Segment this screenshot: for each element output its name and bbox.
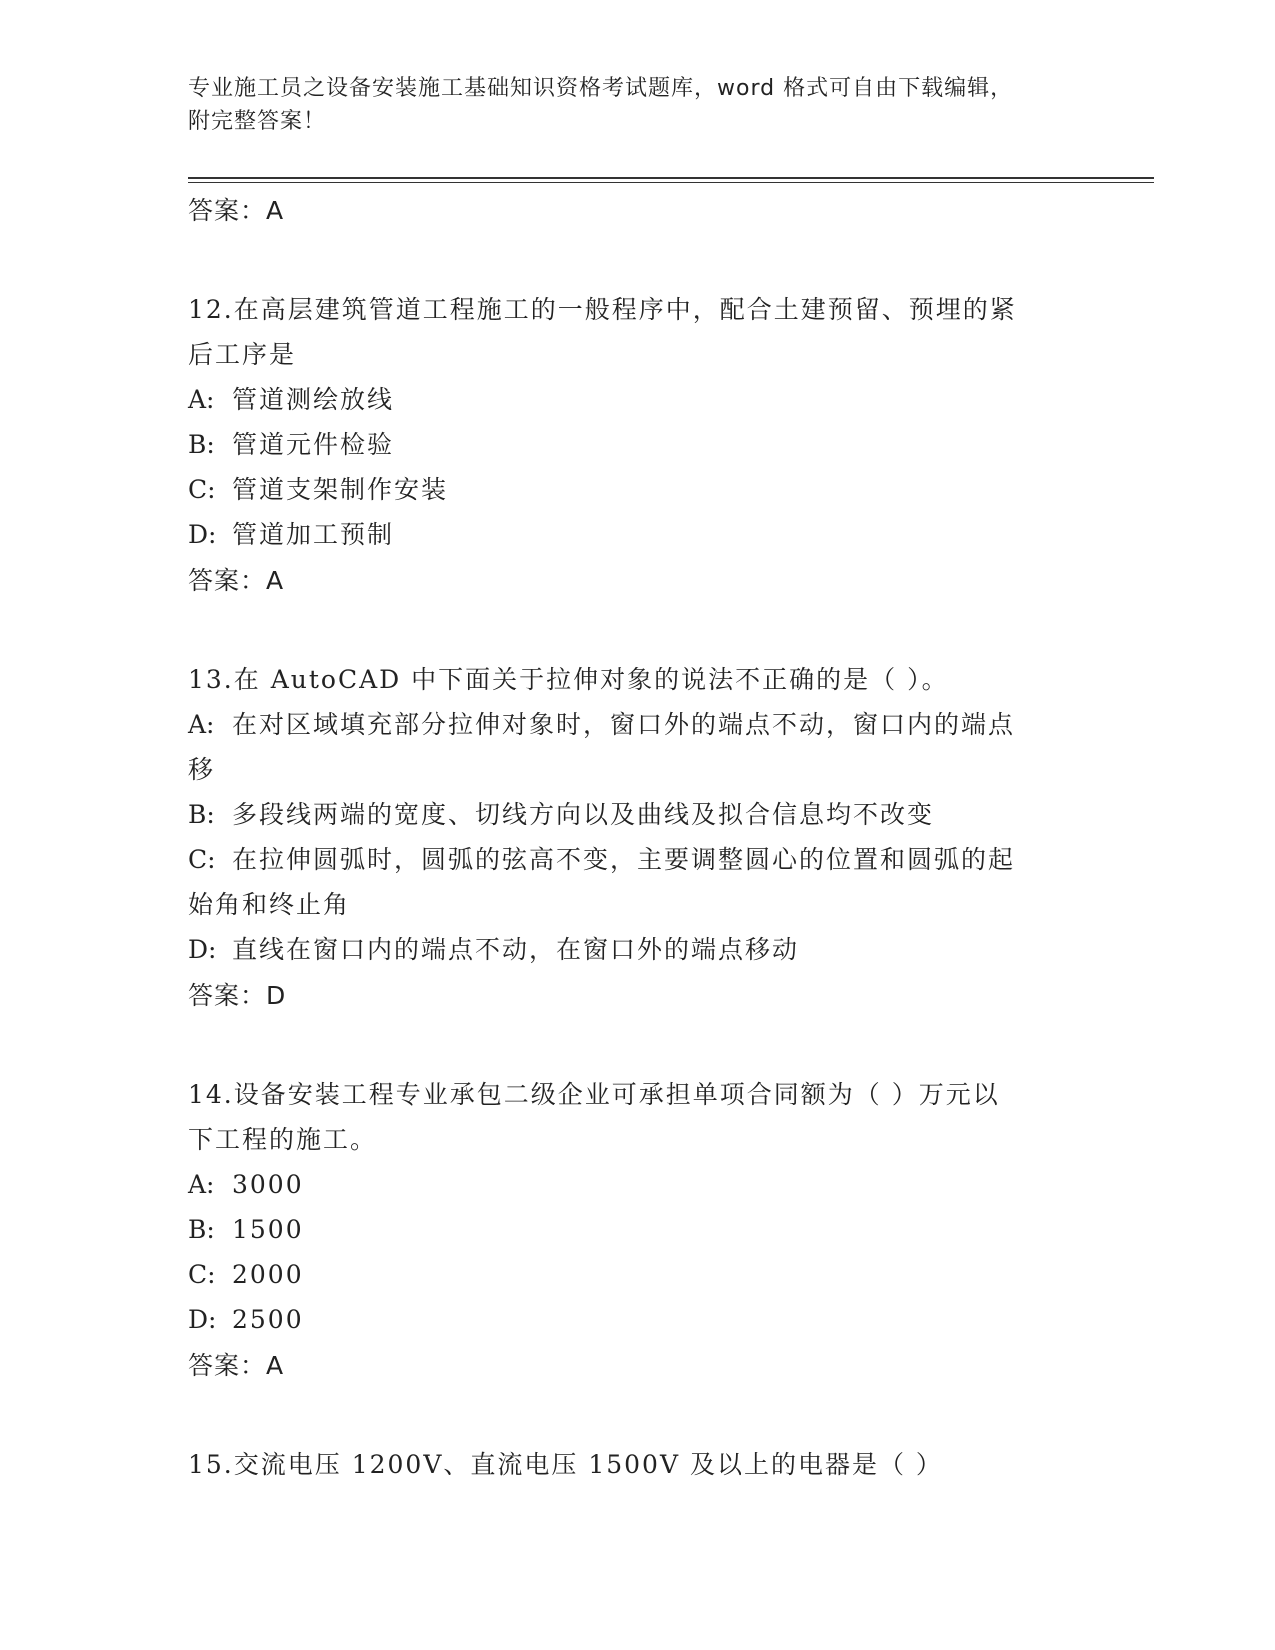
option-b (188, 422, 1088, 467)
question-text: 12.在高层建筑管道工程施工的一般程序中，配合土建预留、预埋的紧 (188, 295, 1017, 324)
option-text: 2000 (232, 1260, 304, 1289)
option-text: 3000 (232, 1170, 304, 1199)
option-c (188, 837, 1088, 882)
option-a (188, 702, 1088, 747)
option-text: 管道支架制作安装 (232, 475, 449, 504)
question-15 (188, 1442, 1088, 1487)
option-label: D: (188, 1305, 217, 1334)
option-text: 在对区域填充部分拉伸对象时，窗口外的端点不动，窗口内的端点 (232, 710, 1016, 739)
question-text-continued: 下工程的施工。 (188, 1125, 378, 1154)
question-text: 13.在 AutoCAD 中下面关于拉伸对象的说法不正确的是（ ）。 (188, 665, 949, 694)
option-a (188, 377, 1088, 422)
option-label: B: (188, 800, 215, 829)
option-text: 2500 (232, 1305, 304, 1334)
option-d (188, 512, 1088, 557)
option-label: D: (188, 935, 217, 964)
option-a-continued: 移 (188, 755, 216, 784)
option-d (188, 927, 1088, 972)
document-header (188, 72, 1088, 138)
header-divider-thick (188, 177, 1154, 179)
option-c (188, 1252, 1088, 1297)
question-list (188, 186, 1088, 1487)
option-label: A: (188, 710, 215, 739)
option-text: 1500 (232, 1215, 304, 1244)
option-label: B: (188, 430, 215, 459)
answer-line: 答案：A (188, 196, 285, 225)
option-b (188, 1207, 1088, 1252)
header-line-1: 专业施工员之设备安装施工基础知识资格考试题库，word 格式可自由下载编辑， (188, 76, 1014, 101)
question-text-continued: 后工序是 (188, 340, 297, 369)
option-label: A: (188, 385, 215, 414)
answer-line: 答案：A (188, 1351, 285, 1380)
question-14 (188, 1072, 1088, 1381)
question-text: 15.交流电压 1200V、直流电压 1500V 及以上的电器是（ ） (188, 1450, 943, 1479)
option-text: 在拉伸圆弧时，圆弧的弦高不变，主要调整圆心的位置和圆弧的起 (232, 845, 1016, 874)
option-c-continued: 始角和终止角 (188, 890, 351, 919)
question-12 (188, 287, 1088, 596)
option-label: A: (188, 1170, 215, 1199)
option-c (188, 467, 1088, 512)
option-d (188, 1297, 1088, 1342)
option-label: B: (188, 1215, 215, 1244)
option-text: 管道测绘放线 (232, 385, 395, 414)
option-text: 多段线两端的宽度、切线方向以及曲线及拟合信息均不改变 (232, 800, 935, 829)
option-b (188, 792, 1088, 837)
question-13 (188, 657, 1088, 1011)
header-divider-thin (188, 182, 1154, 183)
option-a (188, 1162, 1088, 1207)
answer-line: 答案：A (188, 566, 285, 595)
option-text: 管道加工预制 (232, 520, 395, 549)
option-label: C: (188, 845, 216, 874)
header-line-2: 附完整答案！ (188, 109, 327, 134)
option-label: D: (188, 520, 217, 549)
option-text: 管道元件检验 (232, 430, 395, 459)
option-label: C: (188, 475, 216, 504)
option-label: C: (188, 1260, 216, 1289)
option-text: 直线在窗口内的端点不动，在窗口外的端点移动 (232, 935, 800, 964)
question-text: 14.设备安装工程专业承包二级企业可承担单项合同额为（ ）万元以 (188, 1080, 1000, 1109)
answer-line: 答案：D (188, 981, 287, 1010)
